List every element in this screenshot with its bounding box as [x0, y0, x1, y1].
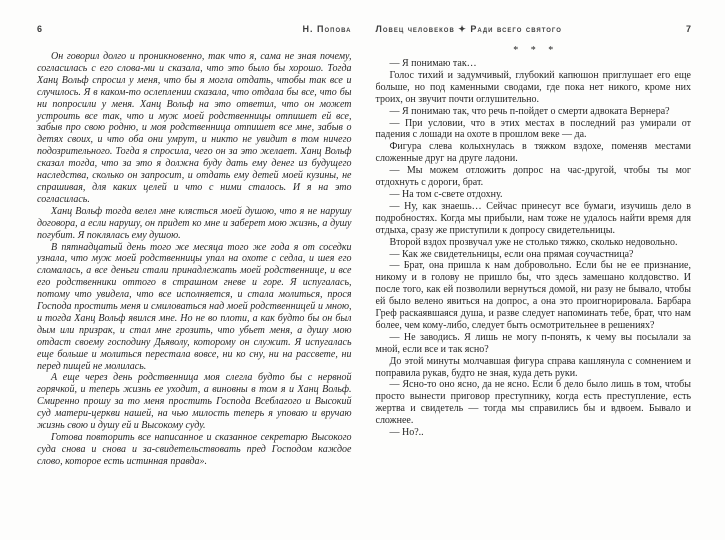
paragraph: До этой минуты молчавшая фигура справа кашлянула с сомнением и поправила рукав, будто не зная, куда деть руки.: [375, 355, 691, 379]
paragraph: — При условии, что в этих местах в последний раз умирали от падения с лошади на охоте в прошлом веке — да.: [375, 117, 691, 141]
paragraph: Он говорил долго и проникновенно, так что я, сама не зная почему, согласилась с его слова-ми и сказала, что это было бы хорошо. Тогда Ханц Вольф спросил у меня, что бы я могла отдать, чтобы так все и случилось. Я в каком-то ослеплении сказала, что отдала бы все, что бы ни попросили у меня. Ханц Вольф на это ответил, что он может устроить все так, что и муж моей родственницы отпишет ей все, забыв про свою родню, и моя родственница отпишет все мне, забыв о детях своих, и что оба они умрут, и никто не увидит в том ничего подозрительного. Тогда я спросила, чего он за это желает. Ханц Вольф сказал тогда, что за это я должна буду дать ему денег из будущего наследства, сколько он запросит, и отдать ему детей моей кузины, не спрашивая, для каких целей и что с ними сталось. И я на это согласилась.: [37, 51, 352, 205]
paragraph: — Ну, как знаешь… Сейчас принесут все бумаги, изучишь дело в подробностях. Когда мы прибыли, нам тоже не удалось найти время для отдыха, сразу же приступили к допросу свидетельницы.: [375, 200, 691, 236]
paragraph: — Но?..: [389, 427, 424, 439]
paragraph: — На том с-свете отдохну.: [389, 188, 503, 200]
page-number-right: 7: [685, 24, 691, 34]
page-body-right: [376, 58, 692, 439]
page-right: [363, 0, 725, 540]
paragraph: Готова повторить все написанное и сказанное секретарю Высокого суда снова и снова и за-свидетельствовать пред Господом каждое слово, которое есть истинная правда».: [37, 432, 352, 467]
paragraph: — Как же свидетельницы, если она прямая соучастница?: [389, 248, 634, 260]
paragraph: Голос тихий и задумчивый, глубокий капюшон приглушает его еще больше, но под каменными сводами, где пока нет никого, кроме них троих, он звучит почти оглушительно.: [375, 69, 691, 105]
paragraph: — Мы можем отложить допрос на час-другой, чтобы ты мог отдохнуть с дороги, брат.: [375, 165, 691, 189]
running-head-title: Ловец человеков ✦ Ради всего святого: [375, 24, 562, 34]
paragraph: Фигура слева колыхнулась в тяжком вздохе, поменяв местами сложенные друг на друге ладони.: [375, 141, 691, 165]
paragraph: — Я понимаю так…: [389, 58, 477, 69]
paragraph: А еще через день родственница моя слегла будто бы с нервной горячкой, и теперь жизнь ее уходит, а виновны в том я и Ханц Вольф. Смиренно прошу за то меня простить Господа Всеблагого и Высокий суд матери-церкви нашей, на чью милость теперь я уповаю и вручаю жизнь свою и душу ей и Высокому суду.: [37, 372, 352, 432]
page-body-left: [37, 51, 352, 468]
paragraph: Второй вздох прозвучал уже не столько тяжко, сколько недовольно.: [389, 236, 678, 248]
page-number-left: 6: [37, 24, 43, 34]
running-header-left: [37, 24, 352, 34]
paragraph: — Ясно-то оно ясно, да не ясно. Если б дело было лишь в том, чтобы просто вынести приговор преступнику, когда есть преступление, есть жертва и свидетель — тогда мы справились бы и вдвоем. Бывало и сложнее.: [375, 379, 691, 427]
paragraph: — Брат, она пришла к нам добровольно. Если бы не ее признание, никому и в голову не пришло бы, что здесь замешано колдовство. И после того, как ей позволили вернуться домой, ни разу не бывало, чтобы ей было велено явиться на допрос, а она это проигнорировала. Барбара Греф раскаявшаяся душа, и разве следует напоминать тебе, брат, что нам более, чем кому-либо, следует быть осмотрительнее в решениях?: [375, 260, 691, 331]
paragraph: — Не заводись. Я лишь не могу п-понять, к чему вы посылали за мной, если все и так ясно?: [375, 331, 691, 355]
paragraph: В пятнадцатый день того же месяца того же года я от соседки узнала, что муж моей родственницы упал на охоте с седла, и шея его сломалась, а все деньги стали принадлежать моей родственнице, и все его родственники оттого в страшном гневе и горе. Я испугалась, потому что увидела, что все исполняется, и стала молиться, прося Господа простить меня и смиловаться над моей родственницей и мною, и тогда Ханц Вольф явился мне. Но не во плоти, а как будто бы он был дым или призрак, и стал мне грозить, что убьет меня, а душу мою отдаст своему господину Дьяволу, которому он служит. Я испугалась еще больше и молиться перестала вовсе, ни ко сну, ни на рассвете, ни перед пищей не молилась.: [37, 241, 352, 372]
paragraph: Ханц Вольф тогда велел мне клясться моей душою, что я не нарушу договора, а если нарушу, он придет ко мне и заберет мою жизнь, а душу погубит. Я поклялась ему душою.: [37, 205, 352, 241]
running-head-author: Н. Попова: [302, 24, 352, 34]
running-header-right: [376, 24, 692, 35]
section-separator: * * *: [513, 45, 559, 56]
paragraph: — Я понимаю так, что речь п-пойдет о смерти адвоката Вернера?: [389, 105, 670, 117]
